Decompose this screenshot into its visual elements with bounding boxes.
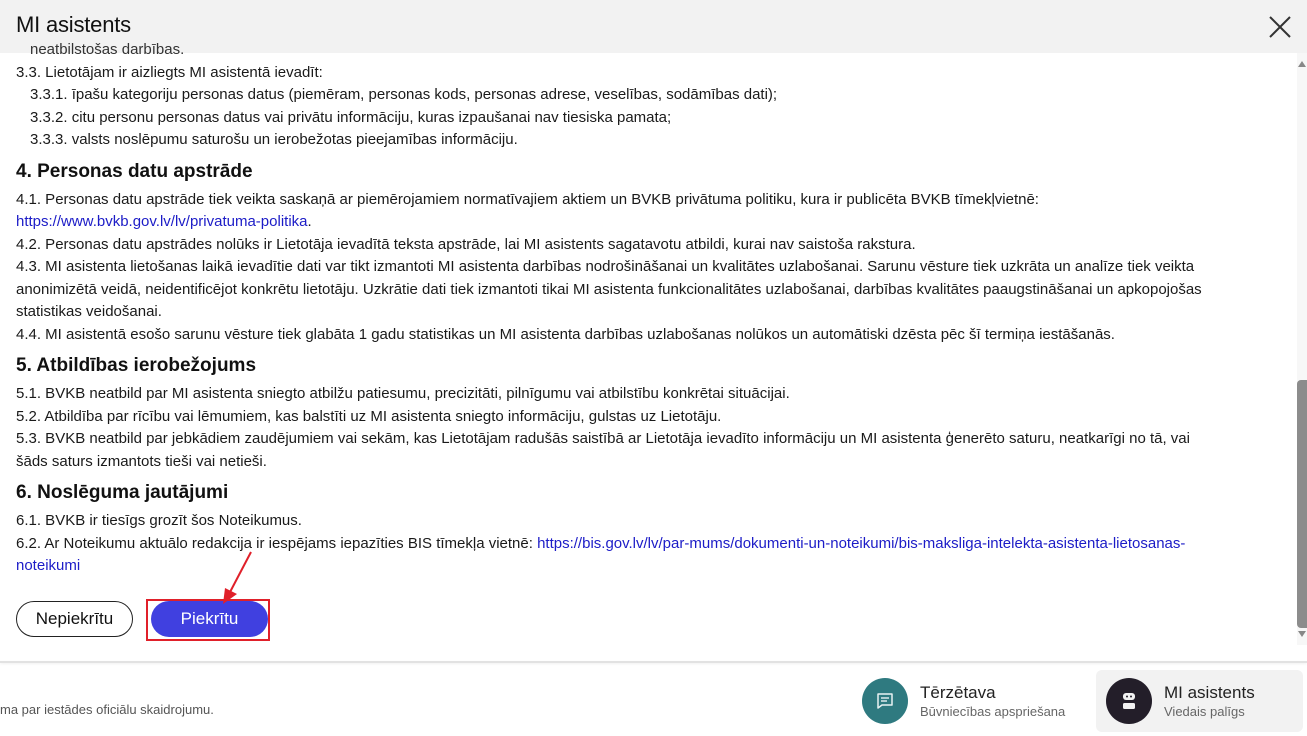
term-4-2: 4.2. Personas datu apstrādes nolūks ir Lietotāja ievadītā teksta apstrāde, lai MI asistents sagatavotu atbildi, kurai nav saistoša rakstura. [16,235,916,253]
robot-icon-circle [1106,678,1152,724]
term-5-3-line-1: 5.3. BVKB neatbild par jebkādiem zaudējumiem vai sekām, kas Lietotājam radušās saistībā ar Lietotāja ievadīto informāciju un MI asistenta ģenerēto saturu, neatkarīgi no tā, vai [16,430,1190,447]
decline-button[interactable]: Nepiekrītu [16,601,133,637]
nav-subtitle: Būvniecības apspriešana [920,703,1066,719]
term-4-3-line-1: 4.3. MI asistenta lietošanas laikā ievadītie dati var tikt izmantoti MI asistenta darbības nodrošināšanai un kvalitātes uzlabošanai. Sarunu vēsture tiek uzkrāta un analīze tiek veikta [16,258,1195,275]
term-4-1-link-line [16,211,1266,234]
scrollbar[interactable] [1297,53,1307,645]
chat-icon [875,691,895,711]
term-4-3-line-3: statistikas veidošanai. [16,303,162,320]
term-5-1: 5.1. BVKB neatbild par MI asistenta sniegto atbilžu patiesumu, precizitāti, pilnīgumu vai atbilstību konkrētai situācijai. [16,385,790,402]
robot-icon [1119,691,1139,711]
accept-button[interactable]: Piekrītu [151,601,268,637]
nav-title: MI asistents [1164,682,1255,702]
term-6-2-text: 6.2. Ar Noteikumu aktuālo redakcija ir iespējams iepazīties BIS tīmekļa vietnē: [16,534,538,552]
nav-title: Tērzētava [920,682,996,702]
term-3-3-1: 3.3.1. īpašu kategoriju personas datus (piemēram, personas kods, personas adrese, veselības, sodāmības dati); [30,86,778,103]
term-4-4: 4.4. MI asistentā esošo sarunu vēsture tiek glabāta 1 gadu statistikas un MI asistenta darbības uzlabošanas nolūkos un automātiski dzēsta pēc šī termiņa iestāšanās. [16,325,1115,343]
term-5-3-line-2: šāds saturs izmantots tieši vai netieši. [16,452,267,470]
section-6-heading: 6. Noslēguma jautājumi [16,482,229,503]
modal-footer-divider [0,661,1307,663]
nav-subtitle: Viedais palīgs [1164,703,1245,719]
bis-terms-link[interactable]: https://bis.gov.lv/lv/par-mums/dokumenti-un-noteikumi/bis-maksliga-intelekta-asistenta-lietosanas- [537,534,1186,552]
term-4-1: 4.1. Personas datu apstrāde tiek veikta saskaņā ar piemērojamiem normatīvajiem aktiem un BVKB privātuma politiku, kura ir publicēta BVKB tīmekļvietnē: [16,190,1039,208]
modal-title: MI asistents [16,12,131,37]
bis-terms-link-continued[interactable]: noteikumi [16,557,81,574]
term-3-3: 3.3. Lietotājam ir aizliegts MI asistentā ievadīt: [16,63,323,81]
scroll-thumb[interactable] [1297,380,1307,628]
privacy-policy-link[interactable]: https://www.bvkb.gov.lv/lv/privatuma-politika [16,213,308,230]
section-4-heading: 4. Personas datu apstrāde [16,160,253,182]
close-icon [1266,13,1294,41]
scroll-up-arrow-icon[interactable] [1298,61,1306,67]
term-3-3-3: 3.3.3. valsts noslēpumu saturošu un ierobežotas pieejamības informāciju. [30,131,518,148]
term-3-3-2: 3.3.2. citu personu personas datus vai privātu informāciju, kuras izpaušanai nav tiesiska pamata; [30,108,672,126]
term-5-2: 5.2. Atbildība par rīcību vai lēmumiem, kas balstīti uz MI asistenta sniegto informāciju, gulstas uz Lietotāju. [16,407,722,425]
scroll-down-arrow-icon[interactable] [1298,631,1306,637]
disclaimer-text: ma par iestādes oficiālu skaidrojumu. [0,702,214,717]
terms-content[interactable] [0,41,1297,645]
chat-icon-circle [862,678,908,724]
term-6-2 [16,533,1266,556]
term-6-2-link-cont [16,555,1266,578]
link-suffix: . [307,213,312,230]
term-6-1: 6.1. BVKB ir tiesīgs grozīt šos Noteikumus. [16,512,302,529]
nav-card-mi-asistents[interactable] [1096,670,1303,732]
term-4-3-line-2: anonimizētā veidā, neidentificējot konkrētu lietotāju. Uzkrātie dati tiek izmantoti tikai MI asistenta funkcionalitātes uzlabošanai, darbības kvalitātes paaugstināšanai un apkopojošas [16,280,1202,298]
close-button[interactable] [1266,13,1294,41]
nav-card-terzetava[interactable] [862,670,1082,732]
section-5-heading: 5. Atbildības ierobežojums [16,355,257,376]
cut-off-line: neatbilstošas darbības. [30,41,185,58]
